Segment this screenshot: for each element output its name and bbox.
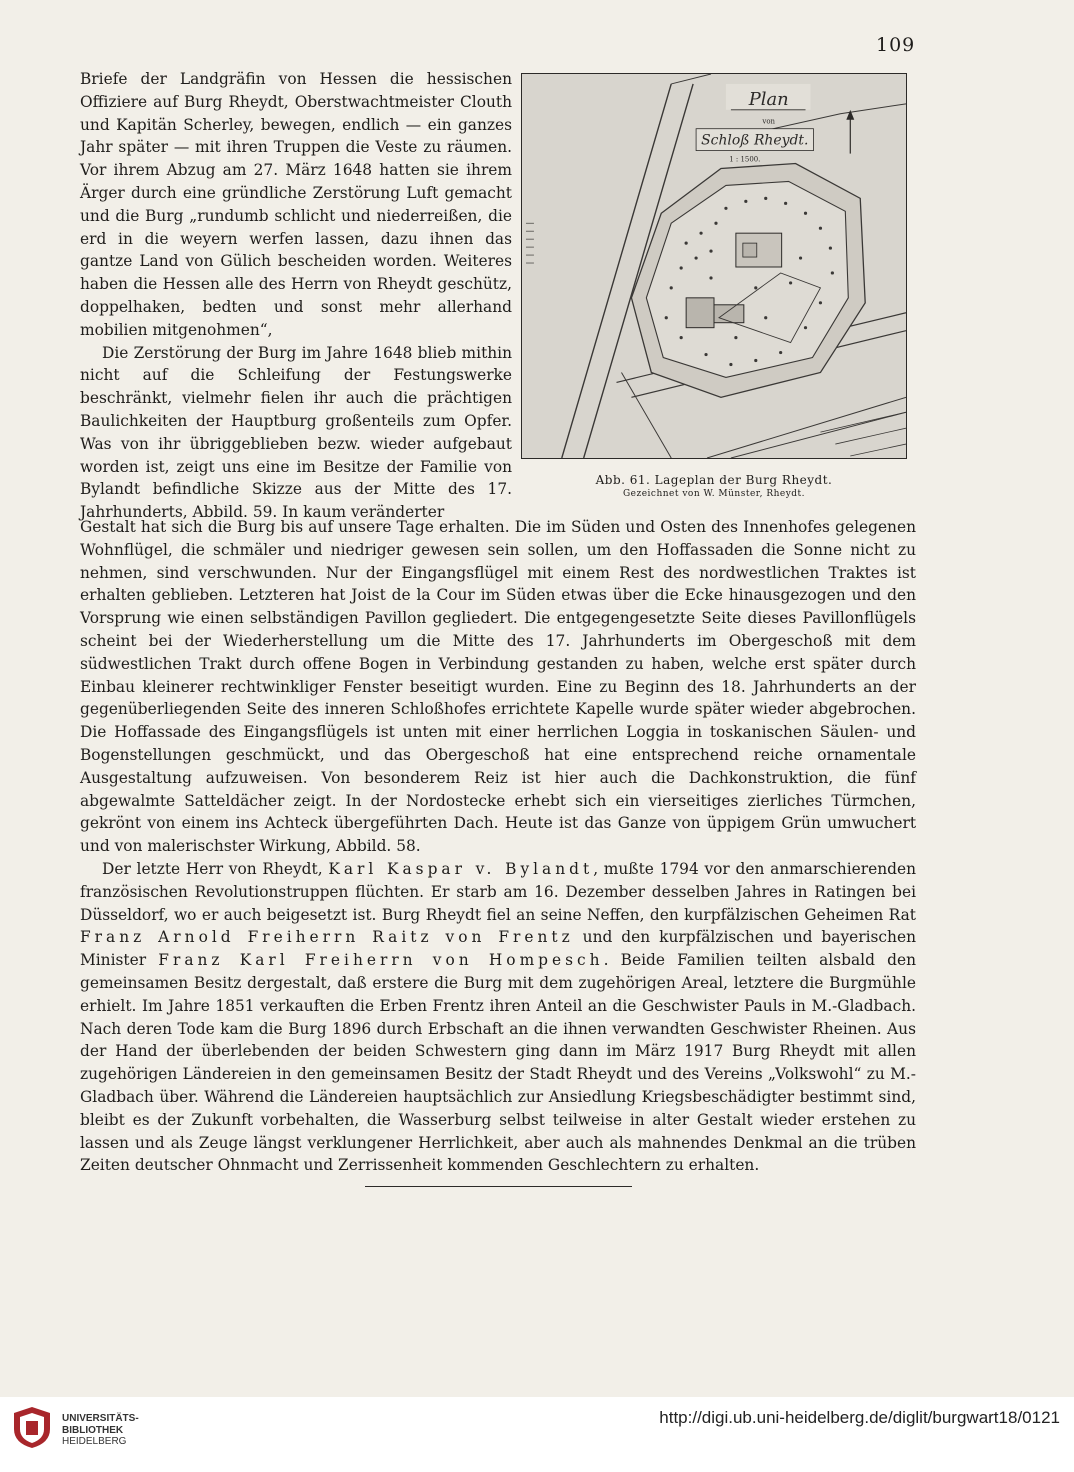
plan-scale: 1 : 1500. xyxy=(729,155,761,164)
text-run: . Beide Familien teilten alsbald den gemeinsamen Besitz dergestalt, daß erstere die Burg mit dem zugehörigen Areal, letztere die Burgmühle erhielt. Im Jahre 1851 verkauften die Erben Frentz ihren Anteil an die Geschwister Pauls in M.-Gladbach. Nach deren Tode kam die Burg 1896 durch Erbschaft an die ihnen verwandten Geschwister Rheinen. Aus der Hand der überlebenden der beiden Schwestern ging dann im März 1917 Burg Rheydt mit allen zugehörigen Ländereien in den gemeinsamen Besitz der Stadt Rheydt und des Vereins „Volkswohl“ zu M.-Gladbach über. Während die Ländereien hauptsächlich zur Ansiedlung Kriegsbeschädigter bestimmt sind, bleibt es der Zukunft vorbehalten, die Wasserburg selbst teilweise in alter Gestalt wieder erstehen zu lassen und als Zeuge längst verklungener Herrlichkeit, aber auch als mahnendes Denkmal an die trüben Zeiten deutscher Ohnmacht und Zerrissenheit kommenden Geschlechtern zu erhalten. xyxy=(80,951,916,1175)
person-name: Franz Arnold Freiherrn Raitz von Frentz xyxy=(80,928,574,947)
logo-line: UNIVERSITÄTS- xyxy=(62,1413,139,1424)
logo-line: BIBLIOTHEK xyxy=(62,1424,124,1436)
footer-bar xyxy=(0,1397,1074,1472)
text-run: und den kurpfälzischen und bayerischen Minister xyxy=(80,928,916,970)
column-text xyxy=(80,68,512,524)
figure-caption: Abb. 61. Lageplan der Burg Rheydt. xyxy=(595,473,833,487)
text-run: Der letzte Herr von Rheydt, xyxy=(102,859,329,878)
person-name: Franz Karl Freiherrn von Hompesch xyxy=(158,951,604,970)
source-url-link[interactable]: http://digi.ub.uni-heidelberg.de/diglit/burgwart18/0121 xyxy=(659,1408,1060,1427)
plan-title: Plan xyxy=(748,88,789,110)
figure-credit: Gezeichnet von W. Münster, Rheydt. xyxy=(622,489,806,499)
paragraph: Die Zerstörung der Burg im Jahre 1648 blieb mithin nicht auf die Schleifung der Festungswerke beschränkt, vielmehr fielen ihr auch die prächtigen Baulichkeiten der Hauptburg großenteils zum Opfer. Was von ihr übriggeblieben bezw. wieder aufgebaut worden ist, zeigt uns eine im Besitze der Familie von Bylandt befindliche Skizze aus der Mitte des 17. Jahrhunderts, Abbild. 59. In kaum veränderter xyxy=(80,343,512,522)
main-text xyxy=(80,516,916,1177)
plan-von: von xyxy=(762,117,776,126)
logo-line: HEIDELBERG xyxy=(62,1436,127,1447)
site-plan-figure xyxy=(521,73,907,459)
site-plan-drawing xyxy=(522,74,906,458)
university-seal-icon xyxy=(10,1405,54,1449)
plan-subtitle: Schloß Rheydt. xyxy=(701,132,809,149)
page-number: 109 xyxy=(876,34,916,56)
paragraph: Gestalt hat sich die Burg bis auf unsere Tage erhalten. Die im Süden und Osten des Innenhofes gelegenen Wohnflügel, die schmäler und niedriger gewesen sein sollen, um den Hoffassaden die Sonne nicht zu nehmen, sind verschwunden. Nur der Eingangsflügel mit einem Rest des nordwestlichen Traktes ist erhalten geblieben. Letzteren hat Joist de la Cour im Süden etwas über die Ecke hinausgezogen und den Vorsprung wie einen selbständigen Pavillon gegliedert. Die entgegengesetzte Seite dieses Pavillonflügels scheint bei der Wiederherstellung um die Mitte des 17. Jahrhunderts im Obergeschoß mit dem südwestlichen Trakt durch offene Bogen in Verbindung gestanden zu haben, welche erst später durch Einbau kleinerer rechtwinkliger Fenster beseitigt wurden. Eine zu Beginn des 18. Jahrhunderts an der gegenüberliegenden Seite des inneren Schloßhofes errichtete Kapelle wurde später wieder abgebrochen. Die Hoffassade des Eingangsflügels ist unten mit einer herrlichen Loggia in toskanischen Säulen- und Bogenstellungen geschmückt, und das Obergeschoß hat eine entsprechend reiche ornamentale Ausgestaltung aufzuweisen. Von besonderem Reiz ist hier auch die Dachkonstruktion, die fünf abgewalmte Satteldächer zeigt. In der Nordostecke erhebt sich ein vierseitiges zierliches Türmchen, gekrönt von einem ins Achteck übergeführten Dach. Heute ist das Ganze von üppigem Grün umwuchert und von malerischster Wirkung, Abbild. 58. xyxy=(80,518,916,856)
paragraph xyxy=(80,858,916,1177)
person-name: Karl Kaspar v. Bylandt xyxy=(328,859,594,878)
paragraph: Briefe der Landgräfin von Hessen die hessischen Offiziere auf Burg Rheydt, Oberstwachtmeister Clouth und Kapitän Scherley, bewegen, endlich — ein ganzes Jahr später — mit ihren Truppen die Veste zu räumen. Vor ihrem Abzug am 27. März 1648 hatten sie ihrem Ärger durch eine gründliche Zerstörung Luft gemacht und die Burg „rundumb schlicht und niederreißen, die erd in die weyern werfen lassen, dazu ihnen das gantze Land von Gülich bescheiden worden. Weiteres haben die Hessen alle des Herrn von Rheydt geschütz, doppelhaken, bedten und sonst mehr allerhand mobilien mitgenohmen“, xyxy=(80,70,512,339)
library-logo-text xyxy=(62,1413,139,1448)
text-run: , mußte 1794 vor den anmarschierenden französischen Revolutionstruppen flüchten. Er starb am 16. Dezember desselben Jahres in Ratingen bei Düsseldorf, wo er auch beigesetzt ist. Burg Rheydt fiel an seine Neffen, den kurpfälzischen Geheimen Rat xyxy=(80,859,916,924)
end-rule xyxy=(365,1186,632,1187)
